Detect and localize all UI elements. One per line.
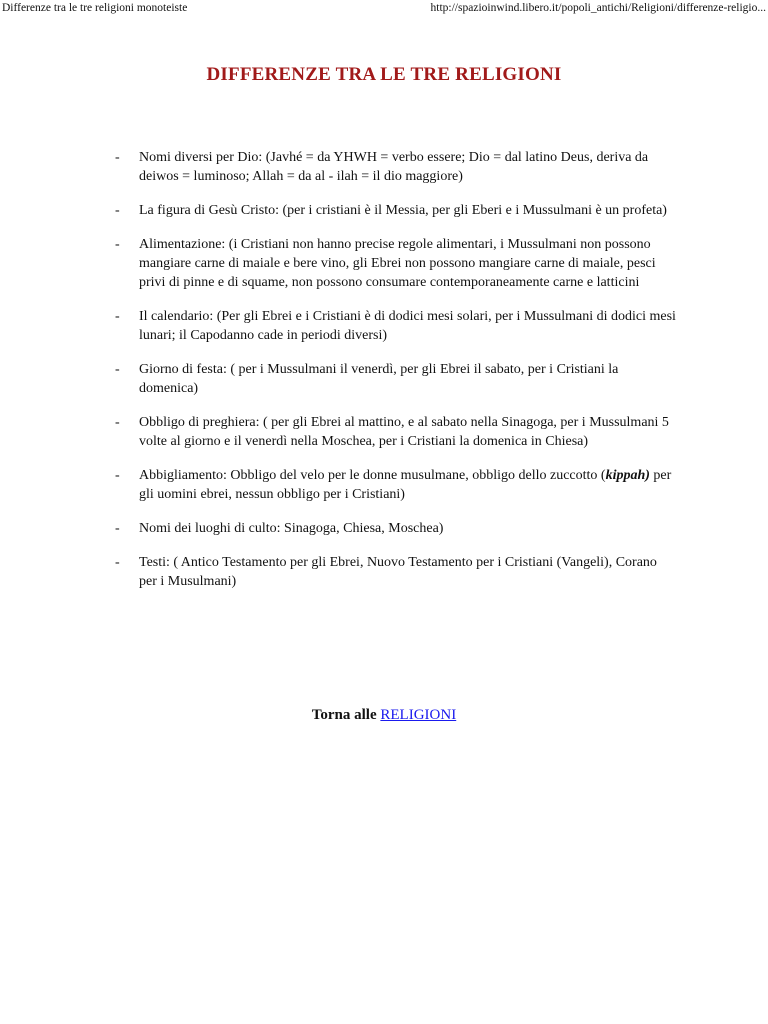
browser-page-title: Differenze tra le tre religioni monoteiste — [2, 2, 188, 14]
list-bullet: - — [115, 468, 120, 483]
list-item-text — [139, 466, 676, 504]
list-item-text: Alimentazione: (i Cristiani non hanno precise regole alimentari, i Mussulmani non possono mangiare carne di maiale e bere vino, gli Ebrei non possono mangiare carne di maiale, pesci privi di pinne e di squame, non possono consumare contemporaneamente carne e latticini — [139, 237, 656, 290]
print-header — [0, 0, 768, 16]
list-bullet: - — [115, 415, 120, 430]
back-navigation — [0, 707, 768, 724]
page-url: http://spazioinwind.libero.it/popoli_antichi/Religioni/differenze-religio... — [430, 2, 766, 14]
list-item-text: Giorno di festa: ( per i Mussulmani il venerdì, per gli Ebrei il sabato, per i Cristiani la domenica) — [139, 362, 619, 396]
list-item-clothing — [0, 466, 768, 504]
list-item-texts — [0, 553, 768, 591]
list-bullet: - — [115, 555, 120, 570]
list-item-calendar — [0, 307, 768, 345]
back-prefix: Torna alle — [311, 707, 377, 723]
page-heading: DIFFERENZE TRA LE TRE RELIGIONI — [206, 64, 562, 85]
list-item-text: La figura di Gesù Cristo: (per i cristiani è il Messia, per gli Eberi e i Mussulmani è un profeta) — [139, 203, 667, 218]
list-item-text-before: Abbigliamento: Obbligo del velo per le donne musulmane, obbligo dello zuccotto ( — [139, 468, 606, 483]
list-item-text: Obbligo di preghiera: ( per gli Ebrei al mattino, e al sabato nella Sinagoga, per i Mussulmani 5 volte al giorno e il venerdì nella Moschea, per i Cristiani la domenica in Chiesa) — [139, 415, 669, 449]
religioni-link[interactable]: RELIGIONI — [380, 707, 457, 723]
list-item-prayer — [0, 413, 768, 451]
list-bullet: - — [115, 521, 120, 536]
list-bullet: - — [115, 203, 120, 218]
list-item-text: Testi: ( Antico Testamento per gli Ebrei, Nuovo Testamento per i Cristiani (Vangeli), Corano per i Musulmani) — [139, 555, 657, 589]
list-bullet: - — [115, 150, 120, 165]
differences-list — [0, 148, 768, 606]
list-item-text: Nomi dei luoghi di culto: Sinagoga, Chiesa, Moschea) — [139, 521, 444, 536]
list-item-food — [0, 235, 768, 292]
list-bullet: - — [115, 237, 120, 252]
list-item-text-after: per gli uomini ebrei, nessun obbligo per i Cristiani) — [139, 468, 672, 502]
list-bullet: - — [115, 309, 120, 324]
list-item-places-of-worship — [0, 519, 768, 538]
list-item-jesus-christ — [0, 201, 768, 220]
list-item-names-of-god — [0, 148, 768, 186]
list-item-text: Il calendario: (Per gli Ebrei e i Cristiani è di dodici mesi solari, per i Mussulmani di dodici mesi lunari; il Capodanno cade in periodi diversi) — [139, 309, 676, 343]
list-item-text: Nomi diversi per Dio: (Javhé = da YHWH = verbo essere; Dio = dal latino Deus, deriva da deiwos = luminoso; Allah = da al - ilah = il dio maggiore) — [139, 150, 649, 184]
list-item-holy-day — [0, 360, 768, 398]
kippah-term: kippah) — [605, 468, 650, 483]
list-bullet: - — [115, 362, 120, 377]
